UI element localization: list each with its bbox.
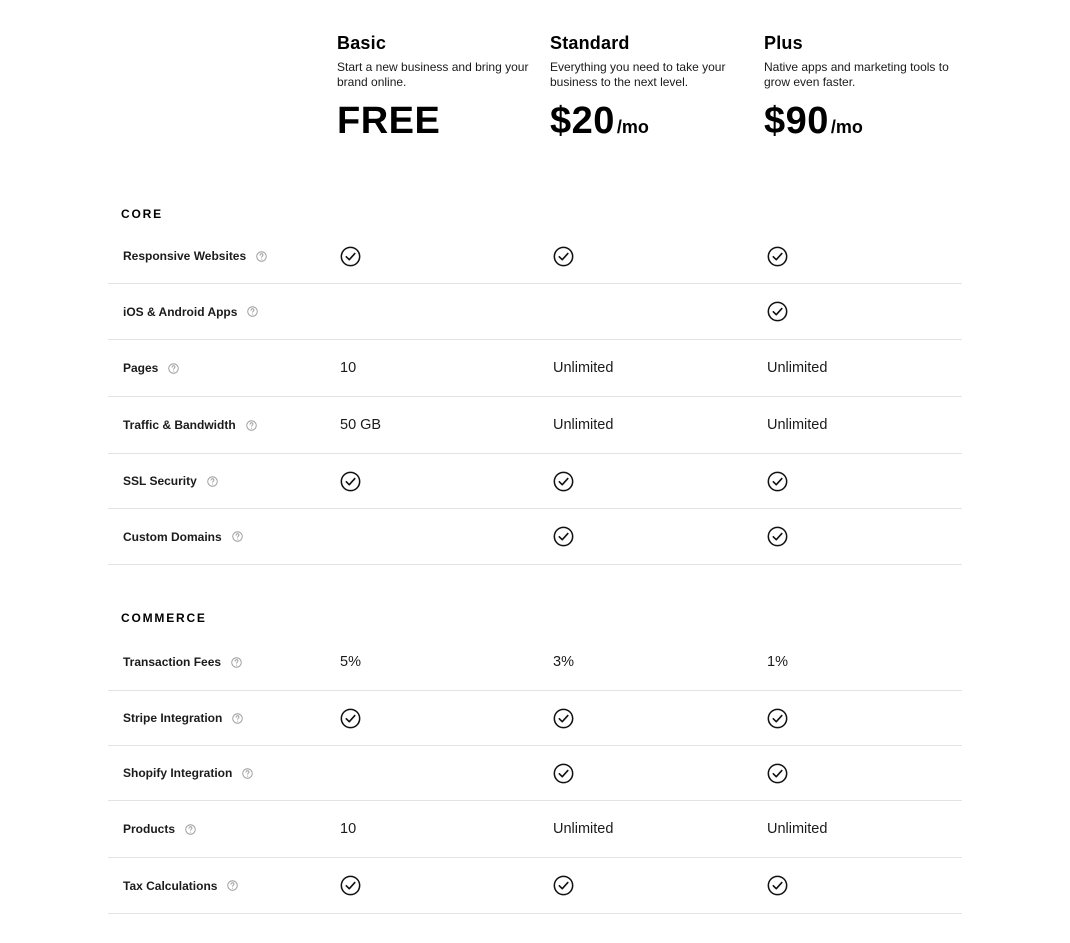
feature-label: Custom Domains xyxy=(123,529,222,544)
feature-label-cell xyxy=(123,746,253,800)
plan-price-amount: $90 xyxy=(764,100,829,142)
feature-label: Tax Calculations xyxy=(123,878,218,893)
check-circle-icon xyxy=(340,471,361,492)
value-cell-standard xyxy=(553,858,574,913)
feature-label: Pages xyxy=(123,361,159,375)
help-icon[interactable] xyxy=(168,363,179,374)
value-cell-plus xyxy=(767,691,788,745)
value-cell-plus xyxy=(767,454,788,508)
section-title-commerce: COMMERCE xyxy=(121,611,207,625)
check-circle-icon xyxy=(767,246,788,267)
plan-standard xyxy=(550,32,755,148)
feature-row xyxy=(108,801,962,858)
feature-value: 1% xyxy=(767,654,788,670)
feature-label: Responsive Websites xyxy=(123,249,247,263)
plan-description: Native apps and marketing tools to grow even faster. xyxy=(764,60,949,89)
plan-price xyxy=(550,100,755,148)
feature-row xyxy=(108,229,962,284)
feature-row xyxy=(108,509,962,565)
plan-price-amount: FREE xyxy=(337,100,441,142)
feature-label: Products xyxy=(123,822,176,836)
check-circle-icon xyxy=(767,301,788,322)
feature-value: 10 xyxy=(340,821,357,837)
feature-value: 50 GB xyxy=(340,417,382,433)
feature-value: Unlimited xyxy=(553,821,614,837)
feature-row xyxy=(108,340,962,397)
check-circle-icon xyxy=(553,875,574,896)
feature-row xyxy=(108,397,962,454)
plan-price-amount: $20 xyxy=(550,100,615,142)
feature-label: Stripe Integration xyxy=(123,711,223,725)
value-cell-basic xyxy=(340,691,361,745)
check-circle-icon xyxy=(340,246,361,267)
plan-name: Standard xyxy=(550,33,630,53)
feature-value: Unlimited xyxy=(767,821,828,837)
value-cell-plus xyxy=(767,858,788,913)
value-cell-plus xyxy=(767,229,788,283)
plan-price xyxy=(337,100,542,148)
feature-value: 3% xyxy=(553,654,574,670)
value-cell-standard xyxy=(553,229,574,283)
feature-label-cell xyxy=(123,801,196,857)
feature-label-cell xyxy=(123,229,267,283)
check-circle-icon xyxy=(340,708,361,729)
section-title-core: CORE xyxy=(121,207,163,221)
feature-value: Unlimited xyxy=(553,360,614,376)
feature-label-cell xyxy=(123,858,238,913)
check-circle-icon xyxy=(553,526,574,547)
value-cell-standard xyxy=(553,340,613,396)
check-circle-icon xyxy=(767,526,788,547)
feature-label-cell xyxy=(123,340,179,396)
feature-row xyxy=(108,454,962,509)
help-icon[interactable] xyxy=(247,306,258,317)
value-cell-basic xyxy=(340,229,361,283)
feature-row xyxy=(108,746,962,801)
help-icon[interactable] xyxy=(256,251,267,262)
check-circle-icon xyxy=(767,875,788,896)
check-circle-icon xyxy=(553,708,574,729)
value-cell-plus xyxy=(767,284,788,339)
feature-value: Unlimited xyxy=(767,417,828,433)
value-cell-standard xyxy=(553,801,613,857)
value-cell-plus xyxy=(767,746,788,800)
feature-label-cell xyxy=(123,454,218,508)
value-cell-standard xyxy=(553,746,574,800)
value-cell-basic xyxy=(340,801,356,857)
feature-label: SSL Security xyxy=(123,474,197,488)
feature-label: iOS & Android Apps xyxy=(123,304,238,319)
value-cell-plus xyxy=(767,509,788,564)
feature-label-cell xyxy=(123,509,243,564)
value-cell-standard xyxy=(553,454,574,508)
plan-basic xyxy=(337,32,542,148)
help-icon[interactable] xyxy=(242,768,253,779)
feature-label: Transaction Fees xyxy=(123,655,222,669)
check-circle-icon xyxy=(767,471,788,492)
feature-label: Traffic & Bandwidth xyxy=(123,418,236,432)
help-icon[interactable] xyxy=(232,531,243,542)
feature-label: Shopify Integration xyxy=(123,766,233,780)
help-icon[interactable] xyxy=(231,657,242,668)
feature-row xyxy=(108,691,962,746)
plan-price-period: /mo xyxy=(616,117,649,137)
check-circle-icon xyxy=(553,471,574,492)
check-circle-icon xyxy=(340,875,361,896)
value-cell-plus xyxy=(767,801,827,857)
plan-price-period: /mo xyxy=(830,117,863,137)
plan-name: Plus xyxy=(764,33,803,53)
value-cell-plus xyxy=(767,340,827,396)
value-cell-basic xyxy=(340,397,381,453)
check-circle-icon xyxy=(553,763,574,784)
value-cell-standard xyxy=(553,397,613,453)
value-cell-basic xyxy=(340,454,361,508)
check-circle-icon xyxy=(553,246,574,267)
value-cell-standard xyxy=(553,691,574,745)
feature-value: Unlimited xyxy=(553,417,614,433)
help-icon[interactable] xyxy=(185,824,196,835)
help-icon[interactable] xyxy=(246,420,257,431)
value-cell-basic xyxy=(340,634,361,690)
check-circle-icon xyxy=(767,708,788,729)
feature-label-cell xyxy=(123,284,258,339)
feature-value: 10 xyxy=(340,360,357,376)
feature-value: 5% xyxy=(340,654,361,670)
feature-label-cell xyxy=(123,397,257,453)
help-icon[interactable] xyxy=(232,713,243,724)
value-cell-plus xyxy=(767,634,788,690)
help-icon[interactable] xyxy=(227,880,238,891)
feature-row xyxy=(108,284,962,340)
plan-name: Basic xyxy=(337,33,387,53)
feature-value: Unlimited xyxy=(767,360,828,376)
plan-description: Start a new business and bring your brand online. xyxy=(337,60,529,89)
feature-label-cell xyxy=(123,691,243,745)
plan-price xyxy=(764,100,969,148)
value-cell-basic xyxy=(340,340,356,396)
check-circle-icon xyxy=(767,763,788,784)
value-cell-basic xyxy=(340,858,361,913)
plan-plus xyxy=(764,32,969,148)
plan-description: Everything you need to take your business to the next level. xyxy=(550,60,726,89)
help-icon[interactable] xyxy=(207,476,218,487)
value-cell-plus xyxy=(767,397,827,453)
value-cell-standard xyxy=(553,634,574,690)
feature-label-cell xyxy=(123,634,242,690)
feature-row xyxy=(108,858,962,914)
feature-row xyxy=(108,634,962,691)
value-cell-standard xyxy=(553,509,574,564)
